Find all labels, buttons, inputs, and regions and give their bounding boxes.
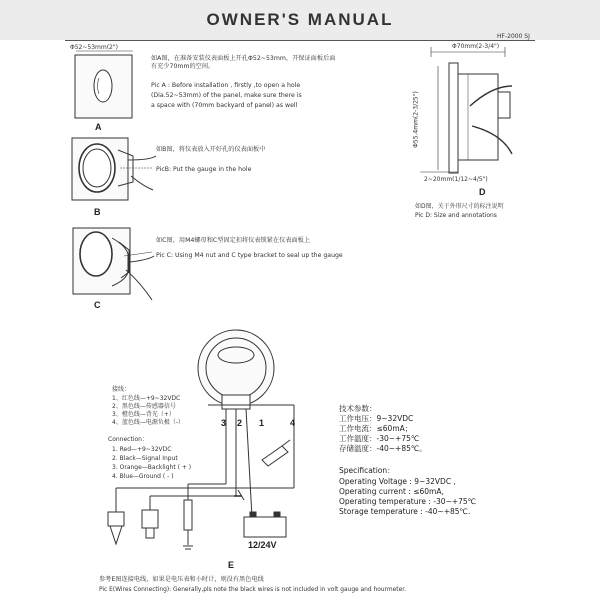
pic-a-cn-text: 如A图，在准备安装仪表面板上开孔Φ52~53mm，开保证面板后面有充少70mm的空间。: [151, 55, 336, 70]
wiring-en-title: Connection：: [108, 436, 148, 443]
specs-cn-item: 工作温度：-30~+75℃: [339, 434, 420, 443]
specs-cn-item: 工作电压：9~32VDC: [339, 414, 414, 423]
specs-en-item: Storage temperature : -40~+85℃.: [339, 507, 471, 516]
wiring-en-item: 3. Orange—Backlight ( + ): [112, 464, 192, 471]
wiring-cn-item: 1、红色线—+9~32VDC: [112, 395, 181, 402]
pin-label-2: 2: [237, 418, 243, 428]
pic-b-cn-text: 如B图，将仪表放入开好孔的仪表面板中: [156, 146, 266, 153]
pic-e-label: E: [228, 560, 235, 570]
specs-en-title: Specification：: [339, 466, 395, 475]
pic-c-label: C: [94, 300, 101, 310]
pic-d-drawing: [420, 47, 512, 173]
wiring-cn-item: 3、橙色线—背光（+）: [112, 411, 175, 418]
pic-d-dim-bottom: 2~20mm(1/12~4/5"): [424, 176, 488, 183]
pic-c-drawing: [73, 228, 154, 300]
specs-cn-title: 技术参数：: [339, 404, 377, 413]
model-code: HF-2000 SJ: [497, 33, 530, 40]
specs-cn-item: 工作电流：≤60mA；: [339, 424, 413, 433]
page-title: OWNER'S MANUAL: [206, 10, 394, 29]
pic-d-cn-text: 如D图，关于外形尺寸的标注说明: [415, 203, 504, 210]
pic-c-cn-text: 如C图，用M4螺母和C型固定扣将仪表锁紧在仪表面板上: [156, 237, 311, 244]
footer-cn-note: 参考E图连接电线，如果是电压表和小时计，则没有黑色电线: [99, 576, 264, 583]
wiring-cn-title: 接线：: [112, 386, 131, 393]
wiring-en-item: 1. Red—+9~32VDC: [112, 446, 172, 453]
pin-label-1: 1: [259, 418, 265, 428]
battery-voltage-label: 12/24V: [248, 540, 277, 550]
specs-en-item: Operating temperature : -30~+75℃: [339, 497, 477, 506]
pic-c-en-text: Pic C: Using M4 nut and C type bracket to seal up the gauge: [156, 252, 343, 259]
pic-d-label: D: [479, 187, 486, 197]
pic-a-en-line-1: Pic A : Before installation , firstly ,to open a hole: [151, 82, 301, 89]
specs-en-item: Operating Voltage : 9~32VDC ,: [339, 477, 456, 486]
pic-a-dimension: Φ52~53mm(2"): [70, 44, 118, 51]
pic-a-label: A: [95, 122, 102, 132]
wiring-en-item: 4. Blue—Ground ( - ): [112, 473, 174, 480]
footer-en-note: Pic E(Wires Connecting): Generally,pls note the black wires is not included in volt gauge and hourmeter.: [99, 587, 406, 593]
pic-b-drawing: [72, 138, 156, 200]
pic-d-en-text: Pic D: Size and annotations: [415, 212, 497, 219]
pic-a-en-line-2: (Dia.52~53mm) of the panel, make sure there is: [151, 92, 302, 99]
pic-a-en-line-3: a space with (70mm backyard of panel) as well: [151, 102, 298, 109]
pic-d-dim-top: Φ70mm(2-3/4"): [452, 43, 500, 50]
specs-en-item: Operating current : ≤60mA,: [339, 487, 444, 496]
pic-b-label: B: [94, 207, 101, 217]
wiring-cn-item: 2、黑色线—传感器信号: [112, 403, 176, 410]
pic-a-drawing: [75, 51, 133, 118]
pic-b-en-text: PicB: Put the gauge in the hole: [156, 166, 252, 173]
specs-cn-item: 存储温度：-40~+85℃。: [339, 444, 427, 453]
wiring-en-item: 2. Black—Signal Input: [112, 455, 178, 462]
pin-label-3: 3: [221, 418, 227, 428]
pic-d-dim-side: Φ55.4mm(2-3/25"): [412, 91, 420, 148]
wiring-cn-item: 4、蓝色线—电源负极（-）: [112, 419, 184, 426]
pin-label-4: 4: [290, 418, 296, 428]
